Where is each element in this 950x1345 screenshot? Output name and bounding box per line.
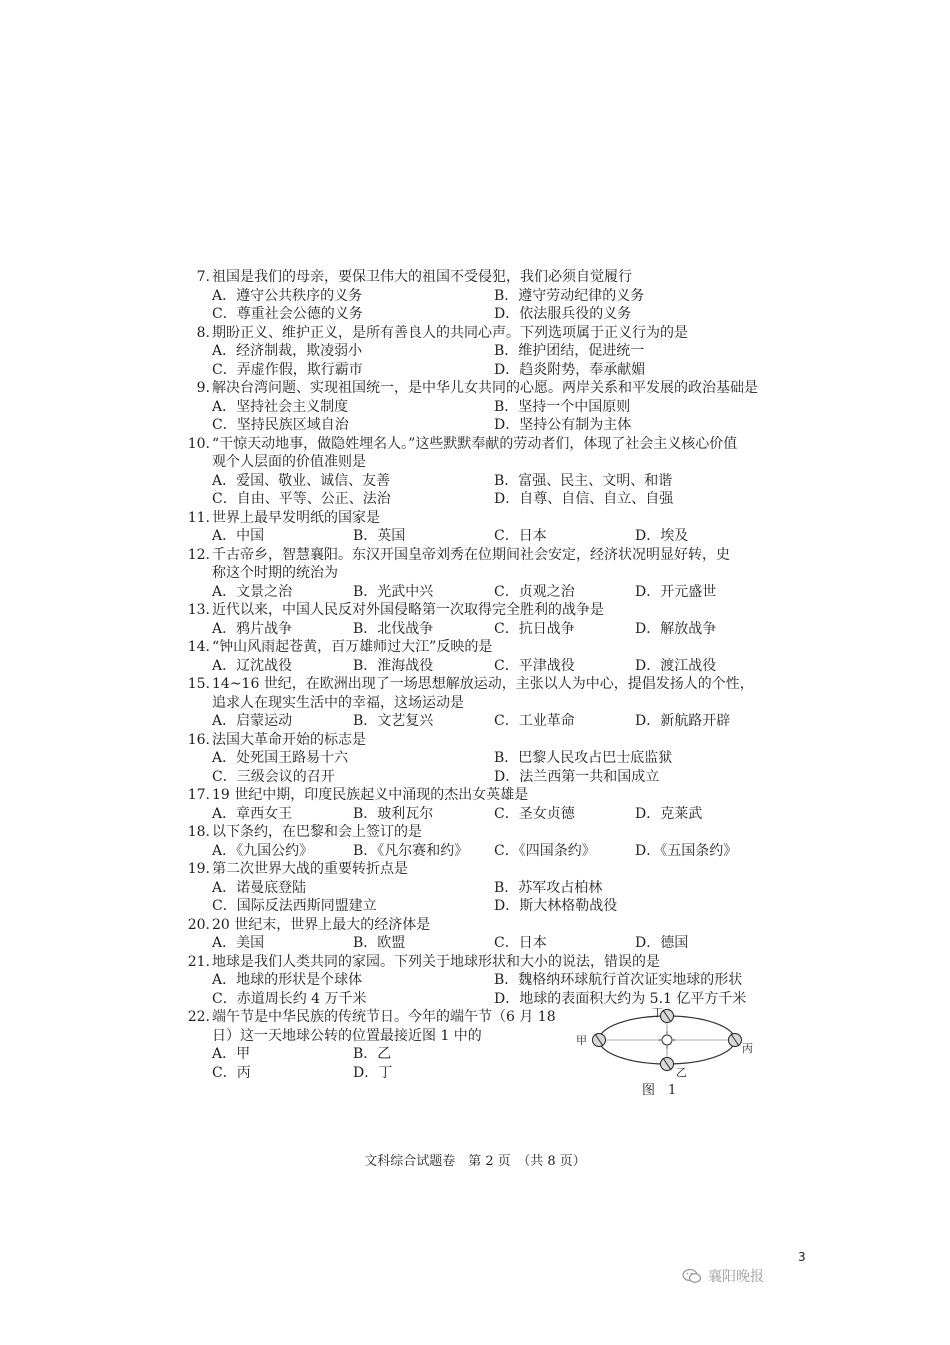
question-number: 15. bbox=[187, 676, 210, 692]
option-d: D．新航路开辟 bbox=[635, 713, 731, 729]
question-21 bbox=[180, 953, 780, 1009]
question-22 bbox=[180, 1008, 780, 1096]
question-9 bbox=[180, 379, 780, 435]
option-b: B．欧盟 bbox=[353, 935, 406, 951]
question-options bbox=[180, 971, 780, 1008]
question-stem bbox=[180, 379, 780, 398]
question-number: 16. bbox=[187, 731, 210, 748]
option-a: A．处死国王路易十六 bbox=[212, 750, 349, 766]
question-17 bbox=[180, 786, 780, 823]
question-text: 地球是我们人类共同的家园。下列关于地球形状和大小的说法，错误的是 bbox=[212, 953, 660, 970]
option-c: C．自由、平等、公正、法治 bbox=[212, 491, 391, 507]
question-text: 19 世纪中期，印度民族起义中涌现的杰出女英雄是 bbox=[212, 787, 529, 803]
option-b: B．富强、民主、文明、和谐 bbox=[494, 472, 673, 489]
option-a: A．鸦片战争 bbox=[212, 620, 293, 637]
option-a: A．文景之治 bbox=[212, 583, 293, 600]
question-13 bbox=[180, 601, 780, 638]
question-options bbox=[180, 879, 780, 916]
option-b: B．魏格纳环球航行首次证实地球的形状 bbox=[494, 972, 743, 988]
option-c: C．日本 bbox=[494, 528, 547, 544]
option-a: A．遵守公共秩序的义务 bbox=[212, 287, 363, 304]
question-options bbox=[180, 398, 780, 435]
question-10 bbox=[180, 435, 780, 509]
question-text: 千古帝乡，智慧襄阳。东汉开国皇帝刘秀在位期间社会安定，经济状况明显好转，史 bbox=[212, 546, 730, 563]
question-number: 13. bbox=[187, 602, 210, 618]
wechat-icon bbox=[682, 1268, 702, 1284]
question-stem bbox=[180, 601, 780, 620]
question-text: 期盼正义、维护正义，是所有善良人的共同心声。下列选项属于正义行为的是 bbox=[212, 324, 688, 341]
question-text-continued: 观个人层面的价值准则是 bbox=[212, 454, 366, 470]
option-d: D．坚持公有制为主体 bbox=[494, 417, 632, 433]
question-number: 21. bbox=[187, 953, 210, 970]
sun-icon bbox=[662, 1035, 672, 1045]
question-text: 20 世纪末，世界上最大的经济体是 bbox=[212, 916, 431, 933]
option-c: C．三级会议的召开 bbox=[212, 768, 335, 785]
question-stem bbox=[180, 786, 780, 805]
question-text: 第二次世界大战的重要转折点是 bbox=[212, 861, 408, 877]
option-b: B．坚持一个中国原则 bbox=[494, 398, 631, 415]
figure-caption: 图 1 bbox=[642, 1083, 677, 1096]
question-number: 7. bbox=[196, 269, 210, 285]
question-list bbox=[180, 268, 780, 1096]
option-d: D．法兰西第一共和国成立 bbox=[494, 768, 660, 785]
question-options bbox=[180, 620, 780, 639]
option-d: D．德国 bbox=[635, 935, 689, 951]
option-c: C．日本 bbox=[494, 935, 547, 951]
option-a: A．章西女王 bbox=[212, 805, 293, 822]
option-a: A．《九国公约》 bbox=[212, 842, 314, 859]
option-d: D．地球的表面积大约为 5.1 亿平方千米 bbox=[494, 990, 747, 1007]
question-text: 世界上最早发明纸的国家是 bbox=[212, 509, 380, 526]
question-text-continued: 日）这一天地球公转的位置最接近图 1 中的 bbox=[212, 1027, 482, 1044]
question-number: 18. bbox=[187, 824, 210, 840]
option-a: A．中国 bbox=[212, 528, 265, 544]
option-b: B．英国 bbox=[353, 528, 406, 544]
question-options bbox=[180, 657, 780, 676]
question-number: 17. bbox=[187, 787, 210, 803]
option-d: D．解放战争 bbox=[635, 620, 717, 637]
question-number: 14. bbox=[187, 639, 210, 655]
orbit-label-yi: 乙 bbox=[676, 1066, 687, 1079]
question-stem bbox=[180, 860, 780, 879]
question-stem bbox=[180, 731, 780, 750]
orbit-label-bing: 丙 bbox=[742, 1042, 753, 1055]
question-16 bbox=[180, 731, 780, 787]
option-b: B．北伐战争 bbox=[353, 620, 434, 637]
question-text: 以下条约，在巴黎和会上签订的是 bbox=[212, 824, 422, 840]
question-text: “干惊天动地事，做隐姓埋名人。”这些默默奉献的劳动者们，体现了社会主义核心价值 bbox=[212, 435, 738, 452]
question-20 bbox=[180, 916, 780, 953]
option-b: B．文艺复兴 bbox=[353, 713, 434, 729]
option-a: A．甲 bbox=[212, 1046, 251, 1062]
question-options bbox=[180, 934, 780, 953]
question-15 bbox=[180, 675, 780, 731]
option-a: A．爱国、敬业、诚信、友善 bbox=[212, 472, 391, 489]
question-stem bbox=[180, 916, 780, 935]
option-c: C．《四国条约》 bbox=[494, 842, 596, 859]
question-stem bbox=[180, 638, 780, 657]
orbit-label-ding: 丁 bbox=[652, 1008, 663, 1019]
option-c: C．贞观之治 bbox=[494, 583, 575, 600]
question-text: 祖国是我们的母亲，要保卫伟大的祖国不受侵犯，我们必须自觉履行 bbox=[212, 269, 632, 285]
question-text: 法国大革命开始的标志是 bbox=[212, 731, 366, 748]
question-number: 20. bbox=[187, 916, 210, 933]
question-options bbox=[180, 287, 780, 324]
question-stem bbox=[180, 324, 780, 343]
question-options bbox=[180, 527, 780, 546]
option-a: A．坚持社会主义制度 bbox=[212, 398, 349, 415]
option-b: B．《凡尔赛和约》 bbox=[353, 842, 469, 859]
option-c: C．弄虚作假，欺行霸市 bbox=[212, 361, 363, 378]
question-18 bbox=[180, 823, 780, 860]
question-text-continued: 追求人在现实生活中的幸福，这场运动是 bbox=[212, 694, 464, 711]
question-number: 11. bbox=[187, 509, 210, 526]
watermark-text: 襄阳晚报 bbox=[708, 1269, 764, 1285]
option-b: B．玻利瓦尔 bbox=[353, 805, 434, 822]
option-b: B．巴黎人民攻占巴士底监狱 bbox=[494, 750, 673, 766]
question-options bbox=[180, 472, 780, 509]
option-c: C．抗日战争 bbox=[494, 620, 575, 637]
question-options bbox=[180, 805, 780, 824]
question-text: 14~16 世纪，在欧洲出现了一场思想解放运动，主张以人为中心，提倡发扬人的个性， bbox=[212, 676, 754, 692]
watermark bbox=[682, 1266, 764, 1286]
option-d: D．依法服兵役的义务 bbox=[494, 306, 632, 322]
question-text-continued: 称这个时期的统治为 bbox=[212, 565, 338, 581]
question-number: 10. bbox=[187, 435, 210, 452]
option-b: B．苏军攻占柏林 bbox=[494, 879, 603, 896]
option-c: C．平津战役 bbox=[494, 657, 575, 674]
question-options bbox=[180, 749, 780, 786]
question-stem bbox=[180, 268, 780, 287]
question-text: 近代以来，中国人民反对外国侵略第一次取得完全胜利的战争是 bbox=[212, 602, 604, 618]
option-b: B．乙 bbox=[353, 1046, 392, 1062]
option-d: D．克莱武 bbox=[635, 805, 703, 822]
page-footer: 文科综合试题卷 第 2 页 （共 8 页） bbox=[364, 1154, 586, 1169]
option-d: D．《五国条约》 bbox=[635, 842, 738, 859]
option-d: D．斯大林格勒战役 bbox=[494, 898, 618, 914]
option-b: B．维护团结，促进统一 bbox=[494, 343, 645, 359]
orbit-diagram bbox=[572, 1008, 772, 1096]
option-c: C．赤道周长约 4 万千米 bbox=[212, 990, 367, 1007]
question-text: 解决台湾问题、实现祖国统一，是中华儿女共同的心愿。两岸关系和平发展的政治基础是 bbox=[212, 380, 758, 396]
question-text: 端午节是中华民族的传统节日。今年的端午节（6 月 18 bbox=[212, 1009, 556, 1025]
option-c: C．丙 bbox=[212, 1064, 251, 1081]
question-number: 9. bbox=[196, 380, 210, 396]
option-b: B．遵守劳动纪律的义务 bbox=[494, 287, 645, 304]
option-d: D．自尊、自信、自立、自强 bbox=[494, 491, 674, 507]
option-a: A．地球的形状是个球体 bbox=[212, 972, 363, 988]
question-stem bbox=[180, 546, 780, 565]
question-number: 12. bbox=[187, 546, 210, 563]
orbit-label-jia: 甲 bbox=[576, 1034, 587, 1047]
option-c: C．圣女贞德 bbox=[494, 805, 575, 822]
option-d: D．趋炎附势，奉承献媚 bbox=[494, 361, 646, 378]
option-a: A．启蒙运动 bbox=[212, 713, 293, 729]
option-d: D．丁 bbox=[353, 1064, 393, 1081]
option-c: C．工业革命 bbox=[494, 713, 575, 729]
option-b: B．光武中兴 bbox=[353, 583, 434, 600]
question-options bbox=[180, 712, 780, 731]
question-number: 8. bbox=[196, 324, 210, 341]
option-b: B．淮海战役 bbox=[353, 657, 434, 674]
question-stem bbox=[180, 675, 780, 694]
orbit-figure bbox=[572, 1008, 772, 1096]
option-c: C．坚持民族区域自治 bbox=[212, 417, 349, 433]
page-number: 3 bbox=[798, 1250, 806, 1264]
question-7 bbox=[180, 268, 780, 324]
question-stem bbox=[180, 509, 780, 528]
question-11 bbox=[180, 509, 780, 546]
option-a: A．辽沈战役 bbox=[212, 657, 293, 674]
question-options bbox=[180, 583, 780, 602]
option-c: C．国际反法西斯同盟建立 bbox=[212, 898, 377, 914]
option-d: D．埃及 bbox=[635, 528, 689, 544]
option-a: A．经济制裁，欺凌弱小 bbox=[212, 343, 363, 359]
question-number: 22. bbox=[187, 1009, 210, 1025]
option-c: C．尊重社会公德的义务 bbox=[212, 306, 363, 322]
question-19 bbox=[180, 860, 780, 916]
option-a: A．诺曼底登陆 bbox=[212, 879, 307, 896]
question-12 bbox=[180, 546, 780, 602]
question-options bbox=[180, 842, 780, 861]
question-stem bbox=[180, 823, 780, 842]
option-a: A．美国 bbox=[212, 935, 265, 951]
option-d: D．渡江战役 bbox=[635, 657, 717, 674]
question-stem bbox=[180, 435, 780, 454]
question-stem bbox=[180, 953, 780, 972]
question-number: 19. bbox=[187, 861, 210, 877]
question-14 bbox=[180, 638, 780, 675]
option-d: D．开元盛世 bbox=[635, 583, 717, 600]
question-8 bbox=[180, 324, 780, 380]
question-options bbox=[180, 342, 780, 379]
question-text: “钟山风雨起苍黄，百万雄师过大江”反映的是 bbox=[212, 639, 493, 655]
